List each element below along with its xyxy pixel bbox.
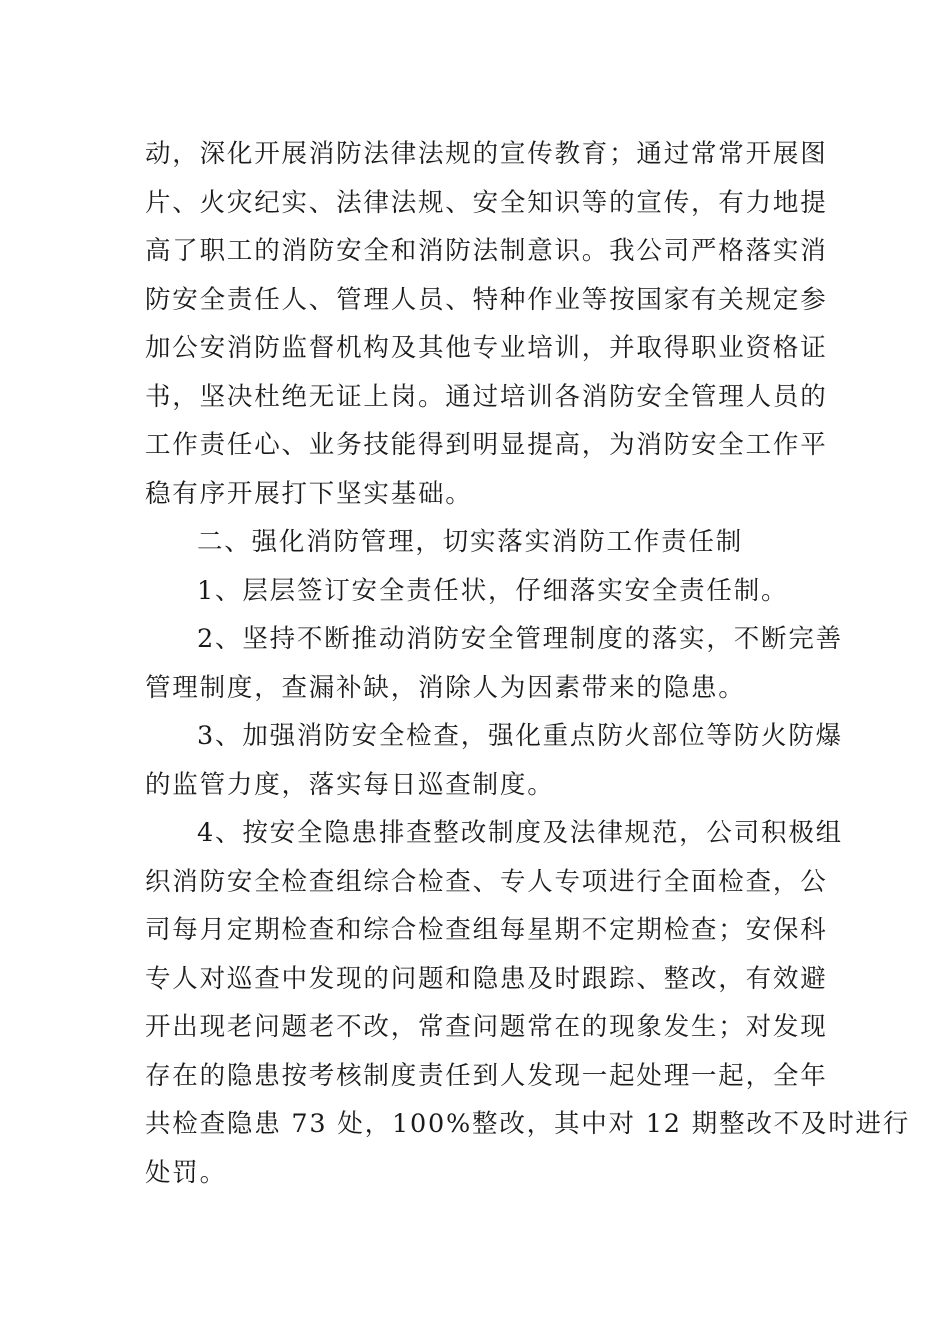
list-item: 1、层层签订安全责任状，仔细落实安全责任制。 (197, 575, 789, 606)
text-line: 高了职工的消防安全和消防法制意识。我公司严格落实消 (145, 236, 828, 266)
list-item: 4、按安全隐患排查整改制度及法律规范，公司积极组 (197, 818, 843, 848)
text-line: 专人对巡查中发现的问题和隐患及时跟踪、整改，有效避 (145, 963, 828, 994)
text-line: 处罚。 (145, 1157, 227, 1188)
list-item: 2、坚持不断推动消防安全管理制度的落实，不断完善 (197, 624, 843, 654)
text-line: 共检查隐患 73 处，100%整改，其中对 12 期整改不及时进行 (145, 1109, 911, 1139)
text-line: 加公安消防监督机构及其他专业培训，并取得职业资格证 (145, 333, 828, 363)
list-item: 3、加强消防安全检查，强化重点防火部位等防火防爆 (197, 721, 843, 751)
text-line: 织消防安全检查组综合检查、专人专项进行全面检查，公 (145, 866, 828, 897)
text-line: 片、火灾纪实、法律法规、安全知识等的宣传，有力地提 (145, 187, 828, 218)
section-heading: 二、强化消防管理，切实落实消防工作责任制 (197, 527, 744, 557)
document-body (145, 130, 911, 1197)
text-line: 稳有序开展打下坚实基础。 (145, 478, 473, 509)
text-line: 司每月定期检查和综合检查组每星期不定期检查；安保科 (145, 915, 828, 945)
text-line: 书，坚决杜绝无证上岗。通过培训各消防安全管理人员的 (145, 381, 828, 412)
text-line: 的监管力度，落实每日巡查制度。 (145, 769, 555, 800)
text-line: 管理制度，查漏补缺，消除人为因素带来的隐患。 (145, 672, 746, 703)
text-line: 防安全责任人、管理人员、特种作业等按国家有关规定参 (145, 284, 828, 315)
text-line: 工作责任心、业务技能得到明显提高，为消防安全工作平 (145, 430, 828, 460)
text-line: 动，深化开展消防法律法规的宣传教育；通过常常开展图 (145, 139, 828, 169)
text-line: 存在的隐患按考核制度责任到人发现一起处理一起，全年 (145, 1060, 828, 1091)
text-line: 开出现老问题老不改，常查问题常在的现象发生；对发现 (145, 1012, 828, 1042)
